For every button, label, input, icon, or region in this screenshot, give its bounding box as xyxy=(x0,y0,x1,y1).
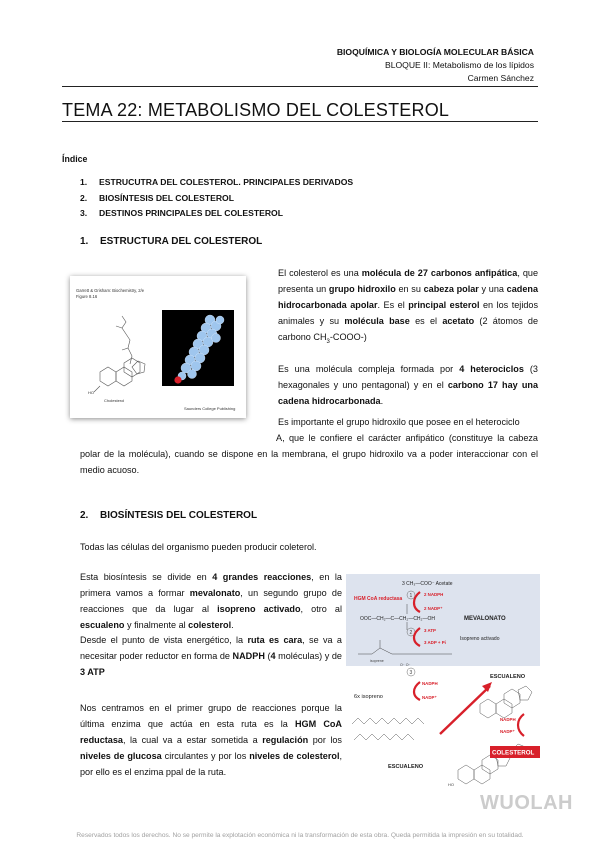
section-1-paragraph-2: Es una molécula compleja formada por 4 heterociclos (3 hexagonales y uno pentagonal) y en el carbono 17 hay una cadena hidrocarbonada. xyxy=(278,364,538,406)
index-item xyxy=(80,193,234,203)
mevalonate-formula: OOC—CH₂—C—CH₂—CH₂—OH xyxy=(360,616,435,622)
section-number: 2. xyxy=(80,510,89,521)
isoprene-activated-label: Isopreno activado xyxy=(460,636,500,642)
index-item-text: ESTRUCUTRA DEL COLESTEROL. PRINCIPALES DERIVADOS xyxy=(99,177,354,187)
index-item-text: DESTINOS PRINCIPALES DEL COLESTEROL xyxy=(99,208,283,218)
figure-publisher: Saunders College Publishing xyxy=(184,406,236,411)
section-title: BIOSÍNTESIS DEL COLESTEROL xyxy=(100,510,258,521)
block-name: BLOQUE II: Metabolismo de los lípidos xyxy=(384,60,534,70)
nadph-arrow-3 xyxy=(518,714,524,736)
figure-caption-1: Garrett & Grisham: Biochemistry, 2/e xyxy=(76,288,145,293)
section-2-paragraph-4: Nos centramos en el primer grupo de reacciones porque la última enzima que actúa en esta ruta es la HGM CoA reductasa, la cual va a estar sometida a regulación por los niveles de glucosa circulantes y por los niveles de colesterol, por ello es el enzima ppal de la ruta. xyxy=(80,703,343,777)
biosynthesis-figure xyxy=(340,574,540,804)
section-2-paragraph-2: Esta biosíntesis se divide en 4 grandes reacciones, en la primera vamos a formar mevalonato, un segundo grupo de reacciones que da lugar al isopreno activado, otro al escualeno y finalmente al colesterol. xyxy=(80,572,343,630)
colesterol-label: COLESTEROL xyxy=(492,749,535,757)
section-number: 1. xyxy=(80,236,89,247)
course-name: BIOQUÍMICA Y BIOLOGÍA MOLECULAR BÁSICA xyxy=(336,47,534,57)
isoprene-label: isoprene xyxy=(370,659,384,663)
svg-text:O⁻ O⁻: O⁻ O⁻ xyxy=(400,663,411,667)
escualeno-label-top: ESCUALENO xyxy=(490,674,526,680)
squalene-arrow xyxy=(440,686,490,734)
nadph-label-3: NADPH xyxy=(500,717,516,722)
squalene-chain xyxy=(352,718,424,724)
nadph-label-1: 2 NADPH xyxy=(424,592,444,597)
figure-caption-2: Figure 8.16 xyxy=(76,294,98,299)
six-isoprene-label: 6x isopreno xyxy=(354,694,383,700)
atp-label: 3 ATP xyxy=(424,628,436,633)
index-item-number: 2. xyxy=(80,193,88,203)
section-1-paragraph-3-rest: A, que le confiere el carácter anfipático (constituye la cabeza polar de la molécula), cuando se dispone en la membrana, el grupo hidroxilo va a poder interaccionar con el medio acuoso. xyxy=(80,433,538,475)
index-item xyxy=(80,208,283,218)
enzyme-label: HGM CoA reductasa xyxy=(354,596,403,602)
section-2-heading xyxy=(80,510,257,521)
oxygen-atom xyxy=(174,376,181,383)
nadp-label-2: NADP⁺ xyxy=(422,695,437,700)
nadph-arrow-2 xyxy=(414,682,420,700)
svg-text:HO: HO xyxy=(448,782,454,787)
adp-label: 3 ADP + Pi xyxy=(424,640,446,645)
section-1-paragraph-3-first-line: Es importante el grupo hidroxilo que posee en el heterociclo xyxy=(278,417,520,427)
cholesterol-skeletal-structure xyxy=(94,316,145,392)
page-title: TEMA 22: METABOLISMO DEL COLESTEROL xyxy=(62,100,450,120)
header-divider xyxy=(62,86,538,87)
section-1-heading xyxy=(80,236,262,247)
wuolah-watermark: WUOLAH xyxy=(480,792,573,814)
title-divider xyxy=(62,121,538,122)
escualeno-label-bottom: ESCUALENO xyxy=(388,764,424,770)
nadp-label-3: NADP⁺ xyxy=(500,729,515,734)
acetate-label: 3 CH₃—COO⁻ Acetate xyxy=(402,581,453,587)
section-title: ESTRUCTURA DEL COLESTEROL xyxy=(100,236,263,247)
step-1-number: 1 xyxy=(409,593,413,599)
step-3-number: 3 xyxy=(409,670,413,676)
cholesterol-figure xyxy=(70,276,246,418)
copyright-footer: Reservados todos los derechos. No se permite la explotación económica ni la transformación de esta obra. Queda permitida la impresión en su totalidad. xyxy=(76,832,524,839)
section-1-paragraph-1: El colesterol es una molécula de 27 carbonos anfipática, que presenta un grupo hidroxilo en su cabeza polar y una cadena hidrocarbonada apolar. Es el principal esterol en los tejidos animales y su molécula base es el acetato (2 átomos de carbono $CH_3-COOO-$) xyxy=(278,268,539,345)
index-item-number: 3. xyxy=(80,208,88,218)
biosynthesis-pathway xyxy=(340,574,540,804)
step-2-number: 2 xyxy=(409,630,413,636)
index-item-number: 1. xyxy=(80,177,88,187)
section-2-paragraph-3: Desde el punto de vista energético, la ruta es cara, se va a necesitar poder reductor en forma de NADPH (4 moléculas) y de 3 ATP xyxy=(80,635,342,677)
index-item-text: BIOSÍNTESIS DEL COLESTEROL xyxy=(99,193,234,203)
section-2-paragraph-1: Todas las células del organismo pueden producir coleterol. xyxy=(80,542,317,552)
index-heading: Índice xyxy=(62,154,88,164)
figure-structure-label: Cholesterol xyxy=(104,398,125,403)
ho-label: HO xyxy=(88,390,94,395)
cholesterol-illustration xyxy=(70,276,246,418)
author-name: Carmen Sánchez xyxy=(467,73,534,83)
nadph-label-2: NADPH xyxy=(422,681,438,686)
nadp-label-1: 2 NADP⁺ xyxy=(424,606,443,611)
index-item xyxy=(80,177,353,187)
mevalonato-label: MEVALONATO xyxy=(464,616,506,622)
